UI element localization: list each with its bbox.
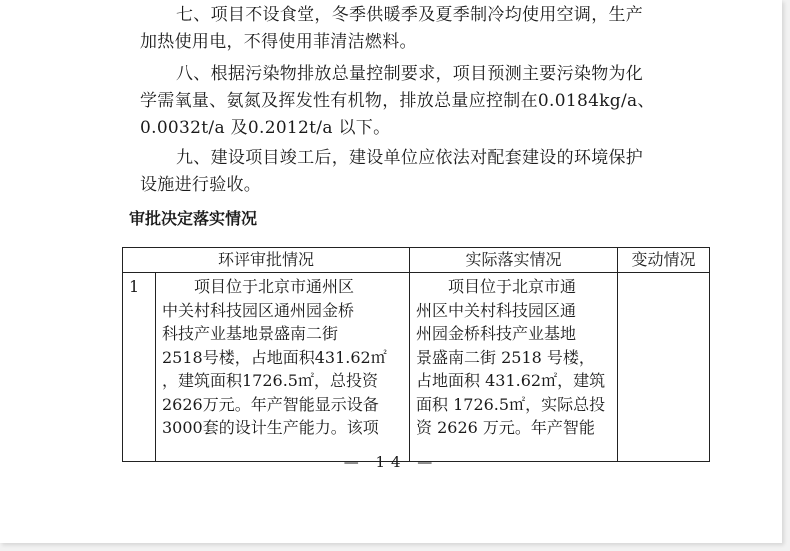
paragraph-line: 设施进行验收。 — [140, 175, 262, 195]
cell-line: 州园金桥科技产业基地 — [416, 324, 577, 343]
actual-cell — [410, 273, 618, 462]
cell-line: 项目位于北京市通州区 — [194, 277, 355, 296]
cell-line: 面积 1726.5㎡，实际总投 — [416, 394, 606, 414]
paragraph-line: 八、根据污染物排放总量控制要求，项目预测主要污染物为化 — [176, 64, 644, 84]
approval-table — [122, 247, 710, 462]
paragraph-8 — [140, 61, 700, 142]
cell-line: 科技产业基地景盛南二街 — [162, 324, 339, 343]
paragraph-line: 九、建设项目竣工后，建设单位应依法对配套建设的环境保护 — [176, 148, 644, 168]
paragraph-line: 学需氧量、氨氮及挥发性有机物，排放总量应控制在0.0184kg/a、 — [140, 91, 655, 111]
cell-line: 项目位于北京市通 — [448, 277, 577, 296]
paragraph-line: 0.0032t/a 及0.2012t/a 以下。 — [140, 118, 391, 138]
section-heading: 审批决定落实情况 — [129, 209, 258, 228]
cell-line: 2518号楼，占地面积431.62㎡ — [162, 347, 387, 367]
table-header-row — [123, 248, 710, 273]
cell-line: 州区中关村科技园区通 — [416, 300, 577, 320]
header-change: 变动情况 — [618, 248, 710, 273]
header-actual: 实际落实情况 — [410, 248, 618, 273]
cell-line: 2626万元。年产智能显示设备 — [162, 394, 379, 414]
cell-line: 3000套的设计生产能力。该项 — [162, 418, 379, 437]
cell-line: 中关村科技园区通州园金桥 — [162, 300, 355, 320]
row-number-cell — [123, 273, 156, 462]
cell-line: 景盛南二街 2518 号楼， — [416, 347, 595, 367]
cell-line: 占地面积 431.62㎡，建筑 — [416, 371, 606, 390]
header-approval: 环评审批情况 — [123, 248, 410, 273]
cell-line: 资 2626 万元。年产智能 — [416, 418, 595, 437]
change-cell — [618, 273, 710, 462]
paragraph-line: 加热使用电，不得使用菲清洁燃料。 — [140, 32, 417, 52]
paragraph-line: 七、项目不设食堂，冬季供暖季及夏季制冷均使用空调，生产 — [176, 5, 644, 25]
paragraph-7 — [140, 2, 700, 56]
approval-cell — [156, 273, 410, 462]
page-number: — 14 — — [343, 453, 439, 471]
table-row — [123, 273, 710, 462]
paragraph-9 — [140, 145, 700, 199]
row-number: 1 — [129, 277, 140, 296]
cell-line: ，建筑面积1726.5㎡，总投资 — [162, 371, 378, 390]
